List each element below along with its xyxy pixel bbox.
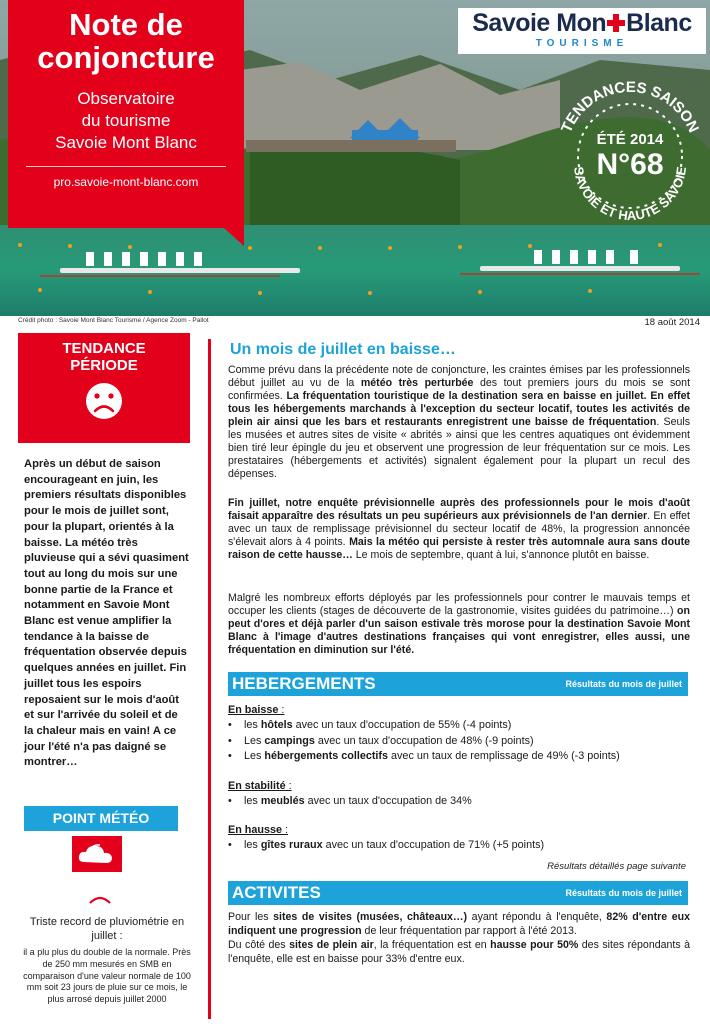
point-meteo-heading: POINT MÉTÉO (24, 806, 178, 831)
list-item-run: avec un taux d'occupation de 71% (+5 points) (322, 839, 545, 851)
list-item-run: hôtels (260, 719, 293, 731)
activites-paragraph-run: 82% d'entre eux indiquent une progression (228, 911, 690, 937)
list-item-run: Les (244, 750, 265, 762)
list-item-run: avec un taux d'occupation de 48% (-9 points) (314, 734, 534, 747)
logo-wordmark (458, 8, 706, 38)
list-item (228, 794, 688, 810)
stabilite-list (228, 794, 688, 810)
activites-paragraph-run: Pour les (228, 911, 274, 923)
stabilite-group-label: En stabilité : (228, 780, 292, 792)
activites-paragraph-run: hausse pour 50% (490, 939, 579, 951)
baisse-list (228, 718, 688, 765)
publication-date: 18 août 2014 (644, 317, 700, 328)
issue-badge-graphic (552, 78, 708, 234)
hebergements-heading: HEBERGEMENTS (232, 674, 376, 693)
hausse-group-label: En hausse : (228, 824, 289, 836)
note-title-line1: Note de (69, 7, 183, 42)
sad-face-icon (84, 381, 124, 421)
forecast-paragraph-run: Fin juillet, notre enquête prévisionnelle auprès des professionnels pour le mois d'août faisait apparaître des résultats un peu supérieurs aux prévisionnels de l'an dernier (228, 497, 690, 522)
badge-season: ÉTÉ 2014 (596, 131, 664, 148)
title-divider (26, 166, 226, 167)
detailed-results-note: Résultats détaillés page suivante (547, 861, 686, 872)
subtitle-line3: Savoie Mont Blanc (55, 133, 197, 152)
list-item (228, 838, 688, 854)
baisse-label-text: En baisse (228, 704, 279, 716)
list-item-run: avec un taux d'occupation de 55% (-4 points) (292, 719, 512, 731)
intro-paragraph-run: météo très perturbée (360, 377, 474, 389)
summary-paragraph-run: Malgré les nombreux efforts déployés par les professionnels pour contrer le mauvais temps et occuper les clients (stages de découverte de la gastronomie, visites guidées du patrimoine…) (228, 592, 690, 617)
list-item-run: avec un taux d'occupation de 34% (304, 795, 472, 807)
hebergements-results-label: Résultats du mois de juillet (565, 679, 682, 689)
hausse-label-text: En hausse (228, 824, 283, 836)
note-title-line2: conjoncture (37, 40, 215, 75)
logo-tourisme: TOURISME (535, 38, 629, 49)
list-item (228, 734, 688, 750)
activites-heading: ACTIVITES (232, 883, 321, 902)
activites-section-header (228, 881, 688, 905)
rain-arc-icon (88, 894, 112, 904)
list-item-run: les (244, 839, 261, 851)
badge-bottom-text: SAVOIE ET HAUTE SAVOIE (570, 165, 690, 224)
list-item-run: hébergements collectifs (264, 750, 389, 762)
intro-paragraph-run: Comme prévu dans la précédente note de conjoncture, les craintes émises par les professionnels début juillet au vu de la (228, 364, 690, 389)
note-title-box (8, 0, 244, 228)
forecast-paragraph (228, 497, 690, 562)
forecast-paragraph-run: Le mois de septembre, quant à lui, s'annonce plutôt en baisse. (352, 549, 650, 561)
list-item-run: meublés (260, 795, 305, 807)
list-item (228, 718, 688, 734)
forecast-paragraph-run: . En effet avec un taux de remplissage prévisionnel du secteur locatif de 48%, la progression annoncée s'élevait alors à 4 points. (228, 510, 690, 548)
list-item-run: avec un taux de remplissage de 49% (-3 points) (388, 750, 620, 762)
list-item-run: gîtes ruraux (260, 839, 323, 851)
logo-wordmark-right: Blanc (626, 9, 692, 37)
activites-paragraph (228, 910, 690, 966)
summary-paragraph-run: on peut d'ores et déjà parler d'un saison estivale très morose pour la destination Savoie Mont Blanc à l'image d'autres destinations françaises qui vont enregistrer, elles aussi, une fréquentation en diminution sur l'été. (228, 605, 690, 656)
cloud-icon (72, 836, 122, 872)
activites-paragraph-run: ayant répondu à l'enquête, (467, 911, 607, 923)
tendance-heading-line1: TENDANCE (62, 340, 146, 357)
activites-results-label: Résultats du mois de juillet (565, 888, 682, 898)
note-title (8, 0, 244, 74)
meteo-record-details: il a plu plus du double de la normale. Près de 250 mm mesurés en SMB en comparaison d'une valeur normale de 100 mm soit 23 jours de pluie sur ce mois, le plus arrosé depuis juillet 2000 (23, 947, 191, 1005)
main-article-title: Un mois de juillet en baisse… (230, 341, 456, 358)
intro-paragraph-run: des tout premiers jours du mois se sont confirmées. (228, 377, 691, 402)
logo-cross-icon (607, 14, 625, 32)
subtitle-line2: du tourisme (81, 111, 171, 130)
cloud-icon-box (72, 836, 122, 872)
list-item-run: Les (244, 734, 265, 747)
forecast-paragraph-run: Mais la météo qui persiste à rester très automnale aura sans doute raison de cette hausse… (228, 536, 691, 561)
subtitle-line1: Observatoire (77, 89, 175, 108)
logo-wordmark-left: Savoie Mon (472, 9, 607, 37)
activites-paragraph-run: , la fréquentation est en (373, 939, 491, 951)
observatoire-subtitle (8, 88, 244, 154)
savoie-mont-blanc-logo (458, 8, 706, 54)
list-item-run: campings (264, 734, 315, 747)
tendance-periode-box (18, 333, 190, 443)
list-item-run: les (244, 719, 261, 731)
activites-paragraph-run: des sites répondants à l'enquête, elle est en baisse pour 33% d'entre eux. (228, 939, 690, 965)
intro-paragraph-run: La fréquentation touristique de la destination sera en baisse en juillet. En effet tous les hébergements marchands à l'exception du secteur locatif, toutes les activités de plein air ainsi que les bars et restaurants enregistrent une baisse de fréquentation (228, 390, 691, 428)
activites-paragraph-run: sites de plein air (289, 939, 374, 951)
hausse-list (228, 838, 688, 854)
issue-badge (552, 78, 708, 234)
activites-paragraph-run: Du côté des (228, 939, 290, 951)
hebergements-section-header (228, 672, 688, 696)
tendance-heading (18, 333, 190, 374)
baisse-group-label: En baisse : (228, 704, 285, 716)
stabilite-label-text: En stabilité (228, 780, 286, 792)
summary-paragraph (228, 592, 690, 657)
list-item-run: les (244, 795, 261, 807)
photo-credit: Crédit photo : Savoie Mont Blanc Tourisme / Agence Zoom - Pallot (18, 317, 209, 324)
intro-paragraph (228, 364, 690, 481)
badge-number: N°68 (596, 148, 664, 181)
meteo-record-title: Triste record de pluviométrie en juillet : (29, 916, 185, 942)
activites-paragraph-run: de leur fréquentation par rapport à l'été 2013. (361, 925, 577, 937)
title-box-tail (224, 228, 244, 246)
intro-paragraph-run: . Seuls les musées et autres sites de visite « abrités » ainsi que les centres aquatiques ont évidemment bien tiré leur épingle du jeu et observent une progression de leur fréquentation sur ce mois. Les prestataires (hébergements et activités) signalent également pour la plupart un recul des dépenses. (228, 416, 691, 480)
activites-paragraph-run: sites de visites (musées, châteaux…) (273, 911, 468, 923)
list-item (228, 749, 688, 765)
badge-top-text: TENDANCES SAISON (558, 78, 702, 136)
website-link[interactable]: pro.savoie-mont-blanc.com (53, 175, 199, 189)
tendance-heading-line2: PÉRIODE (70, 357, 138, 374)
trend-summary-text: Après un début de saison encourageant en juin, les premiers résultats disponibles pour le mois de juillet sont, pour la plupart, orientés à la baisse. La météo très pluvieuse qui a sévi quasiment tout au long du mois sur une bonne partie de la France et notamment en Savoie Mont Blanc est venue amplifier la tendance à la baisse de fréquentation observée depuis quelques années en juillet. Fin juillet tous les espoirs reposaient sur le mois d'août et sur l'arrivée du soleil et de la chaleur mais en vain! A ce jour l'été n'a pas daigné se montrer… (24, 458, 189, 769)
